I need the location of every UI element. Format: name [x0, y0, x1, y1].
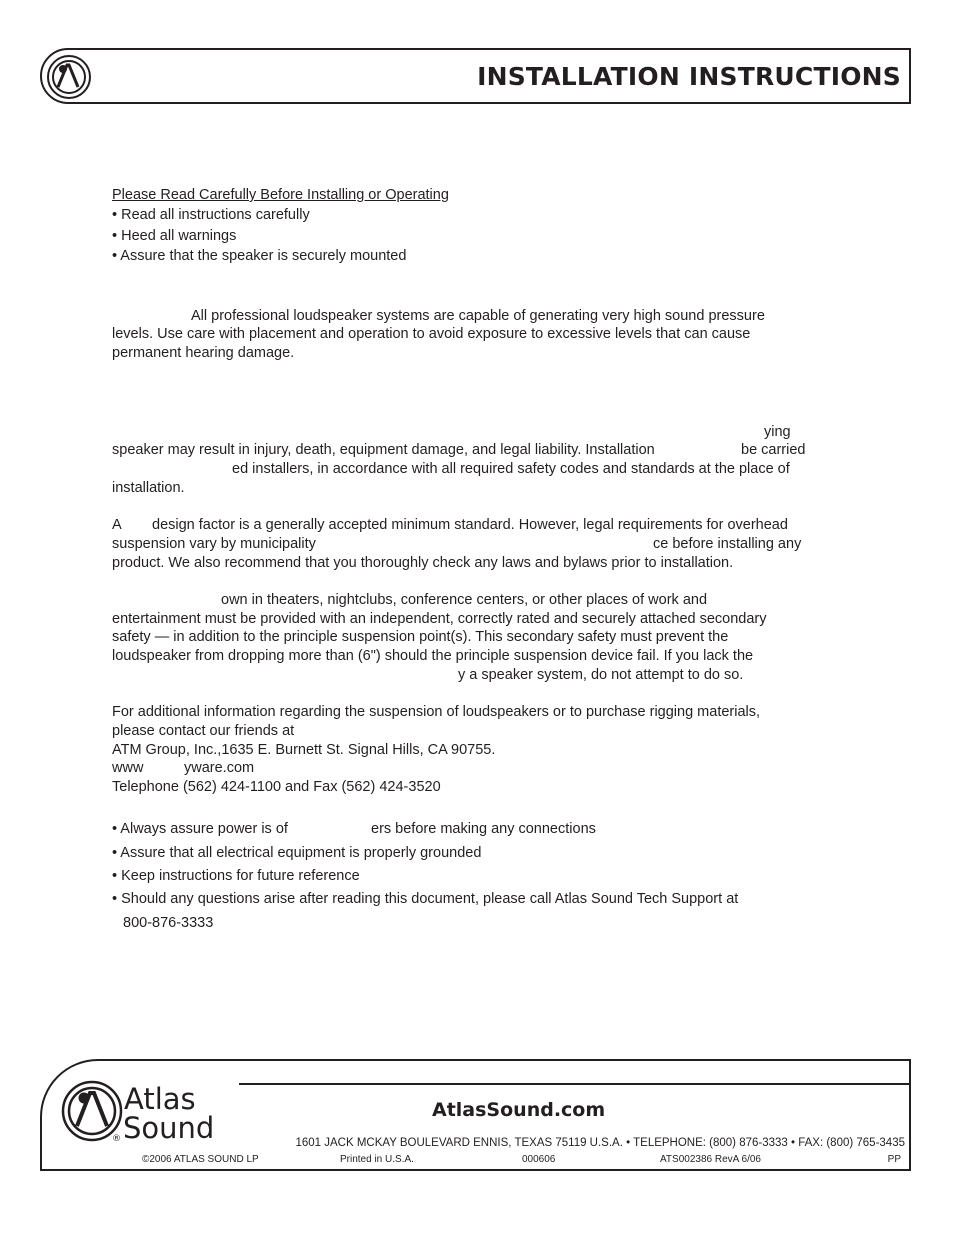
atlas-sound-logo	[60, 1079, 250, 1145]
design-text: design factor is a generally accepted minimum standard. However, legal requirements for overhead	[152, 517, 788, 533]
contact-text: please contact our friends at	[112, 723, 295, 739]
footer-banner	[40, 1059, 911, 1171]
secondary-text: y a speaker system, do not attempt to do so.	[458, 667, 744, 683]
rigging-text: ying	[764, 424, 791, 440]
footer-printed: Printed in U.S.A.	[340, 1154, 414, 1165]
contact-web: yware.com	[184, 760, 255, 776]
hearing-text: permanent hearing damage.	[112, 345, 295, 361]
intro-heading: Please Read Carefully Before Installing or Operating	[112, 187, 449, 203]
hearing-text: levels. Use care with placement and operation to avoid exposure to excessive levels that can cause	[112, 326, 751, 342]
design-text: suspension vary by municipality	[112, 536, 316, 552]
safety-bullet: • Keep instructions for future reference	[112, 868, 360, 884]
page-title: INSTALLATION INSTRUCTIONS	[477, 62, 901, 91]
footer-address: 1601 JACK MCKAY BOULEVARD ENNIS, TEXAS 75119 U.S.A. • TELEPHONE: (800) 876-3333 • FAX: (800) 765-3435	[295, 1137, 905, 1149]
brand-sound: Sound	[123, 1111, 215, 1145]
design-text: A	[112, 517, 122, 533]
safety-bullet: • Assure that all electrical equipment is properly grounded	[112, 845, 482, 861]
secondary-text: safety — in addition to the principle suspension point(s). This secondary safety must prevent the	[112, 629, 729, 645]
intro-bullet: • Assure that the speaker is securely mounted	[112, 248, 407, 264]
footer-suffix: PP	[887, 1154, 901, 1165]
rigging-text: ed installers, in accordance with all required safety codes and standards at the place of	[232, 461, 790, 477]
rigging-text: be carried	[741, 442, 806, 458]
contact-text: For additional information regarding the suspension of loudspeakers or to purchase rigging materials,	[112, 704, 761, 720]
tech-support-phone: 800-876-3333	[123, 915, 214, 931]
footer-website: AtlasSound.com	[432, 1099, 606, 1121]
intro-bullet: • Read all instructions carefully	[112, 207, 310, 223]
footer-doc-number: ATS002386 RevA 6/06	[660, 1154, 761, 1165]
header-banner	[40, 48, 911, 104]
contact-phone: Telephone (562) 424-1100 and Fax (562) 424-3520	[112, 779, 441, 795]
secondary-text: own in theaters, nightclubs, conference centers, or other places of work and	[221, 592, 708, 608]
rigging-text: speaker may result in injury, death, equipment damage, and legal liability. Installation	[112, 442, 655, 458]
footer-copyright: ©2006 ATLAS SOUND LP	[142, 1154, 259, 1165]
secondary-text: entertainment must be provided with an independent, correctly rated and securely attached secondary	[112, 611, 767, 627]
registered-mark: ®	[112, 1134, 121, 1144]
footer-code: 000606	[522, 1154, 556, 1165]
design-text: product. We also recommend that you thoroughly check any laws and bylaws prior to installation.	[112, 555, 734, 571]
contact-web: www	[112, 760, 144, 776]
secondary-text: loudspeaker from dropping more than (6") should the principle suspension device fail. If you lack the	[112, 648, 754, 664]
brand-atlas: Atlas	[124, 1082, 196, 1116]
footer-divider	[239, 1083, 909, 1085]
safety-bullet: • Always assure power is of	[112, 821, 288, 837]
intro-bullet: • Heed all warnings	[112, 228, 237, 244]
contact-address: ATM Group, Inc.,1635 E. Burnett St. Signal Hills, CA 90755.	[112, 742, 496, 758]
design-text: ce before installing any	[653, 536, 802, 552]
safety-bullet: ers before making any connections	[371, 821, 596, 837]
safety-bullet: • Should any questions arise after reading this document, please call Atlas Sound Tech Support at	[112, 891, 739, 907]
hearing-text: All professional loudspeaker systems are capable of generating very high sound pressure	[191, 308, 765, 324]
rigging-text: installation.	[112, 480, 185, 496]
atlas-logo-icon	[46, 54, 92, 100]
